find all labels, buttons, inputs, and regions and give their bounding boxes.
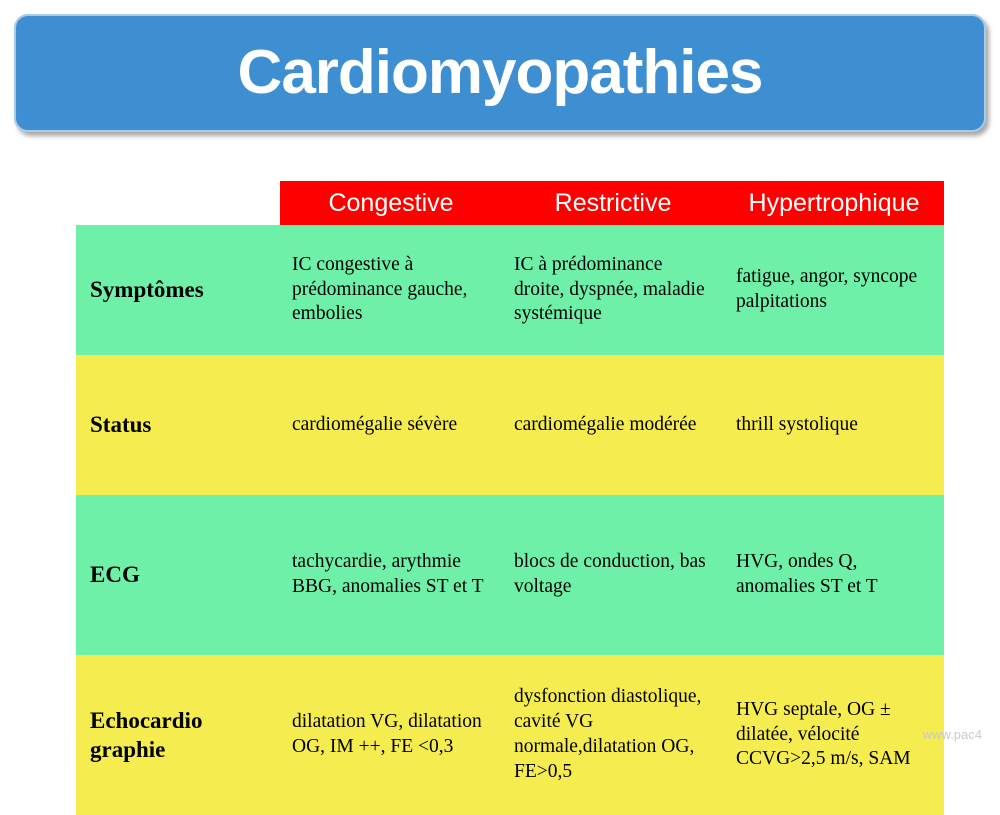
column-header-congestive: Congestive xyxy=(280,181,502,225)
table-row xyxy=(76,655,944,815)
row-label-status: Status xyxy=(76,355,280,495)
cell-echo-congestive: dilatation VG, dilatation OG, IM ++, FE <0,3 xyxy=(280,655,502,815)
slide-title-banner xyxy=(14,14,986,132)
cell-symptomes-restrictive: IC à prédominance droite, dyspnée, maladie systémique xyxy=(502,225,724,355)
table-row xyxy=(76,355,944,495)
cell-symptomes-congestive: IC congestive à prédominance gauche, embolies xyxy=(280,225,502,355)
table-row xyxy=(76,495,944,655)
table-corner-cell xyxy=(76,181,280,225)
cardiomyopathy-comparison-table xyxy=(76,181,944,815)
row-label-symptomes: Symptômes xyxy=(76,225,280,355)
row-label-ecg: ECG xyxy=(76,495,280,655)
cell-echo-restrictive: dysfonction diastolique, cavité VG normale,dilatation OG, FE>0,5 xyxy=(502,655,724,815)
cell-symptomes-hypertrophique: fatigue, angor, syncope palpitations xyxy=(724,225,944,355)
cell-echo-hypertrophique: HVG septale, OG ± dilatée, vélocité CCVG>2,5 m/s, SAM xyxy=(724,655,944,815)
cell-status-restrictive: cardiomégalie modérée xyxy=(502,355,724,495)
cell-status-hypertrophique: thrill systolique xyxy=(724,355,944,495)
table-header-row xyxy=(76,181,944,225)
cell-ecg-congestive: tachycardie, arythmie BBG, anomalies ST et T xyxy=(280,495,502,655)
cell-ecg-restrictive: blocs de conduction, bas voltage xyxy=(502,495,724,655)
row-label-echocardiographie: Echocardio graphie xyxy=(76,655,280,815)
column-header-restrictive: Restrictive xyxy=(502,181,724,225)
table-row xyxy=(76,225,944,355)
watermark: www.pac4 xyxy=(922,727,982,742)
cell-status-congestive: cardiomégalie sévère xyxy=(280,355,502,495)
cell-ecg-hypertrophique: HVG, ondes Q, anomalies ST et T xyxy=(724,495,944,655)
page-title: Cardiomyopathies xyxy=(237,38,763,107)
column-header-hypertrophique: Hypertrophique xyxy=(724,181,944,225)
